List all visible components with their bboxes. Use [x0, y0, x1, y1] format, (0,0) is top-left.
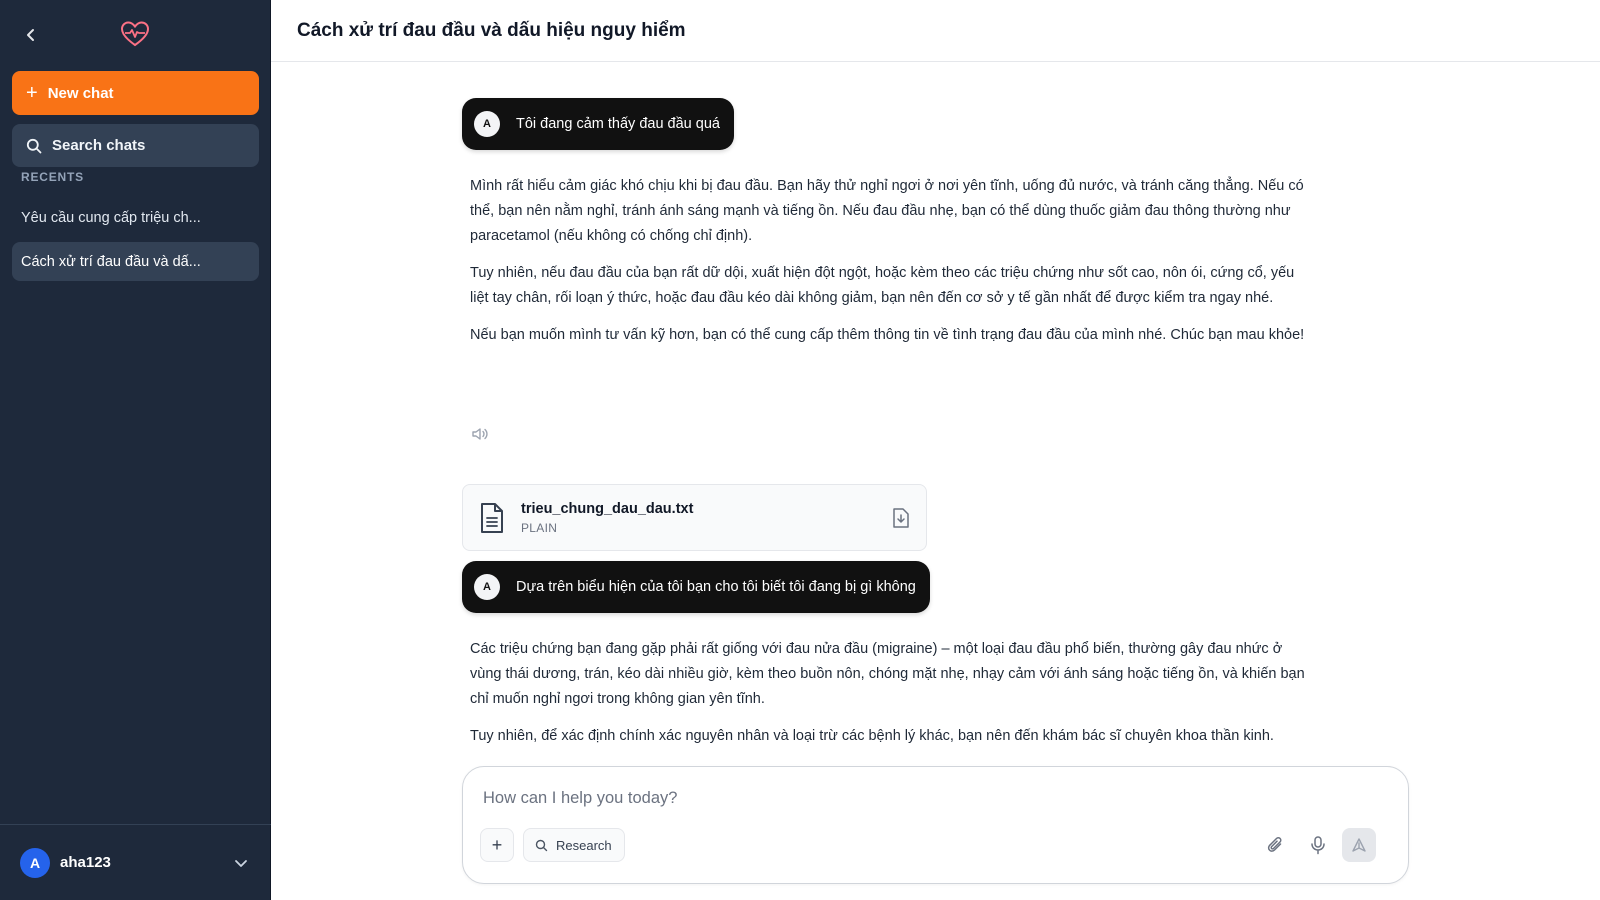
search-icon [26, 138, 42, 154]
download-file-icon [892, 507, 910, 529]
recents-heading: RECENTS [21, 170, 84, 184]
user-message-avatar: A [474, 111, 500, 137]
sidebar-top [0, 0, 270, 70]
paperclip-icon [1266, 835, 1286, 855]
new-chat-button[interactable] [12, 71, 259, 115]
assistant-message [462, 174, 1312, 360]
message-input[interactable] [483, 783, 1363, 813]
file-type: PLAIN [521, 520, 558, 535]
search-chats-button[interactable] [12, 124, 259, 167]
file-info [521, 501, 693, 535]
user-message-avatar: A [474, 574, 500, 600]
chat-thread [271, 62, 1600, 746]
new-chat-label: New chat [47, 84, 114, 102]
heart-pulse-logo-icon [120, 20, 150, 48]
microphone-icon [1308, 835, 1328, 855]
search-chats-label: Search chats [52, 137, 146, 154]
assistant-paragraph: Mình rất hiểu cảm giác khó chịu khi bị đau đầu. Bạn hãy thử nghỉ ngơi ở nơi yên tĩnh, uống đủ nước, và tránh căng thẳng. Nếu có thể, bạn nên nằm nghỉ, tránh ánh sáng mạnh và tiếng ồn. Nếu đau đầu nhẹ, bạn có thể dùng thuốc giảm đau thông thường như paracetamol (nếu không có chống chỉ định). [470, 178, 1304, 244]
assistant-paragraph: Tuy nhiên, để xác định chính xác nguyên nhân và loại trừ các bệnh lý khác, bạn nên đến khám bác sĩ chuyên khoa thần kinh. [470, 728, 1274, 744]
search-icon [535, 839, 548, 852]
recent-chat-label: Yêu cầu cung cấp triệu ch... [21, 209, 201, 226]
user-message-text: Tôi đang cảm thấy đau đầu quá [516, 116, 720, 132]
file-attachment-card[interactable] [462, 484, 927, 551]
research-button[interactable] [523, 828, 625, 862]
research-label: Research [556, 837, 612, 853]
send-icon [1351, 837, 1367, 853]
user-menu-toggle[interactable] [231, 853, 251, 873]
chevron-left-icon [24, 28, 38, 42]
user-menu[interactable] [0, 824, 271, 900]
sidebar [0, 0, 271, 900]
chevron-down-icon [234, 856, 248, 870]
user-message-text: Dựa trên biểu hiện của tôi bạn cho tôi biết tôi đang bị gì không [516, 579, 916, 595]
speaker-icon [470, 424, 490, 444]
voice-input-button[interactable] [1304, 831, 1332, 859]
assistant-paragraph: Tuy nhiên, nếu đau đầu của bạn rất dữ dội, xuất hiện đột ngột, hoặc kèm theo các triệu chứng như sốt cao, nôn ói, cứng cổ, yếu liệt tay chân, rối loạn ý thức, hoặc đau đầu kéo dài không giảm, bạn nên đến cơ sở y tế gần nhất để được kiểm tra ngay nhé. [470, 265, 1295, 306]
file-name: trieu_chung_dau_dau.txt [521, 500, 694, 517]
plus-icon: + [491, 834, 503, 855]
user-avatar: A [20, 848, 50, 878]
user-message [462, 561, 930, 613]
add-attachment-button[interactable] [480, 828, 514, 862]
assistant-message [462, 637, 1312, 746]
back-button[interactable] [20, 24, 42, 46]
document-icon [479, 502, 505, 534]
recent-chat-item[interactable] [12, 198, 259, 237]
assistant-paragraph: Nếu bạn muốn mình tư vấn kỹ hơn, bạn có thể cung cấp thêm thông tin về tình trạng đau đầu của mình nhé. Chúc bạn mau khỏe! [470, 327, 1305, 343]
chat-title: Cách xử trí đau đầu và dấu hiệu nguy hiểm [271, 0, 1600, 62]
read-aloud-button[interactable] [470, 424, 490, 444]
plus-icon: + [26, 82, 38, 104]
main-panel [271, 0, 1600, 900]
file-download-button[interactable] [892, 507, 912, 529]
assistant-paragraph: Các triệu chứng bạn đang gặp phải rất giống với đau nửa đầu (migraine) – một loại đau đầu phổ biến, thường gây đau nhức ở vùng thái dương, trán, kéo dài nhiều giờ, kèm theo buồn nôn, chóng mặt nhẹ, nhạy cảm với ánh sáng hoặc tiếng ồn, và khiến bạn chỉ muốn nghỉ ngơi trong không gian yên tĩnh. [470, 641, 1305, 707]
recent-chat-item-active[interactable] [12, 242, 259, 281]
username: aha123 [60, 854, 111, 871]
recent-chat-label: Cách xử trí đau đầu và dấ... [21, 253, 201, 270]
message-composer [462, 766, 1409, 884]
send-button[interactable] [1342, 828, 1376, 862]
attach-file-button[interactable] [1262, 831, 1290, 859]
user-message [462, 98, 734, 150]
